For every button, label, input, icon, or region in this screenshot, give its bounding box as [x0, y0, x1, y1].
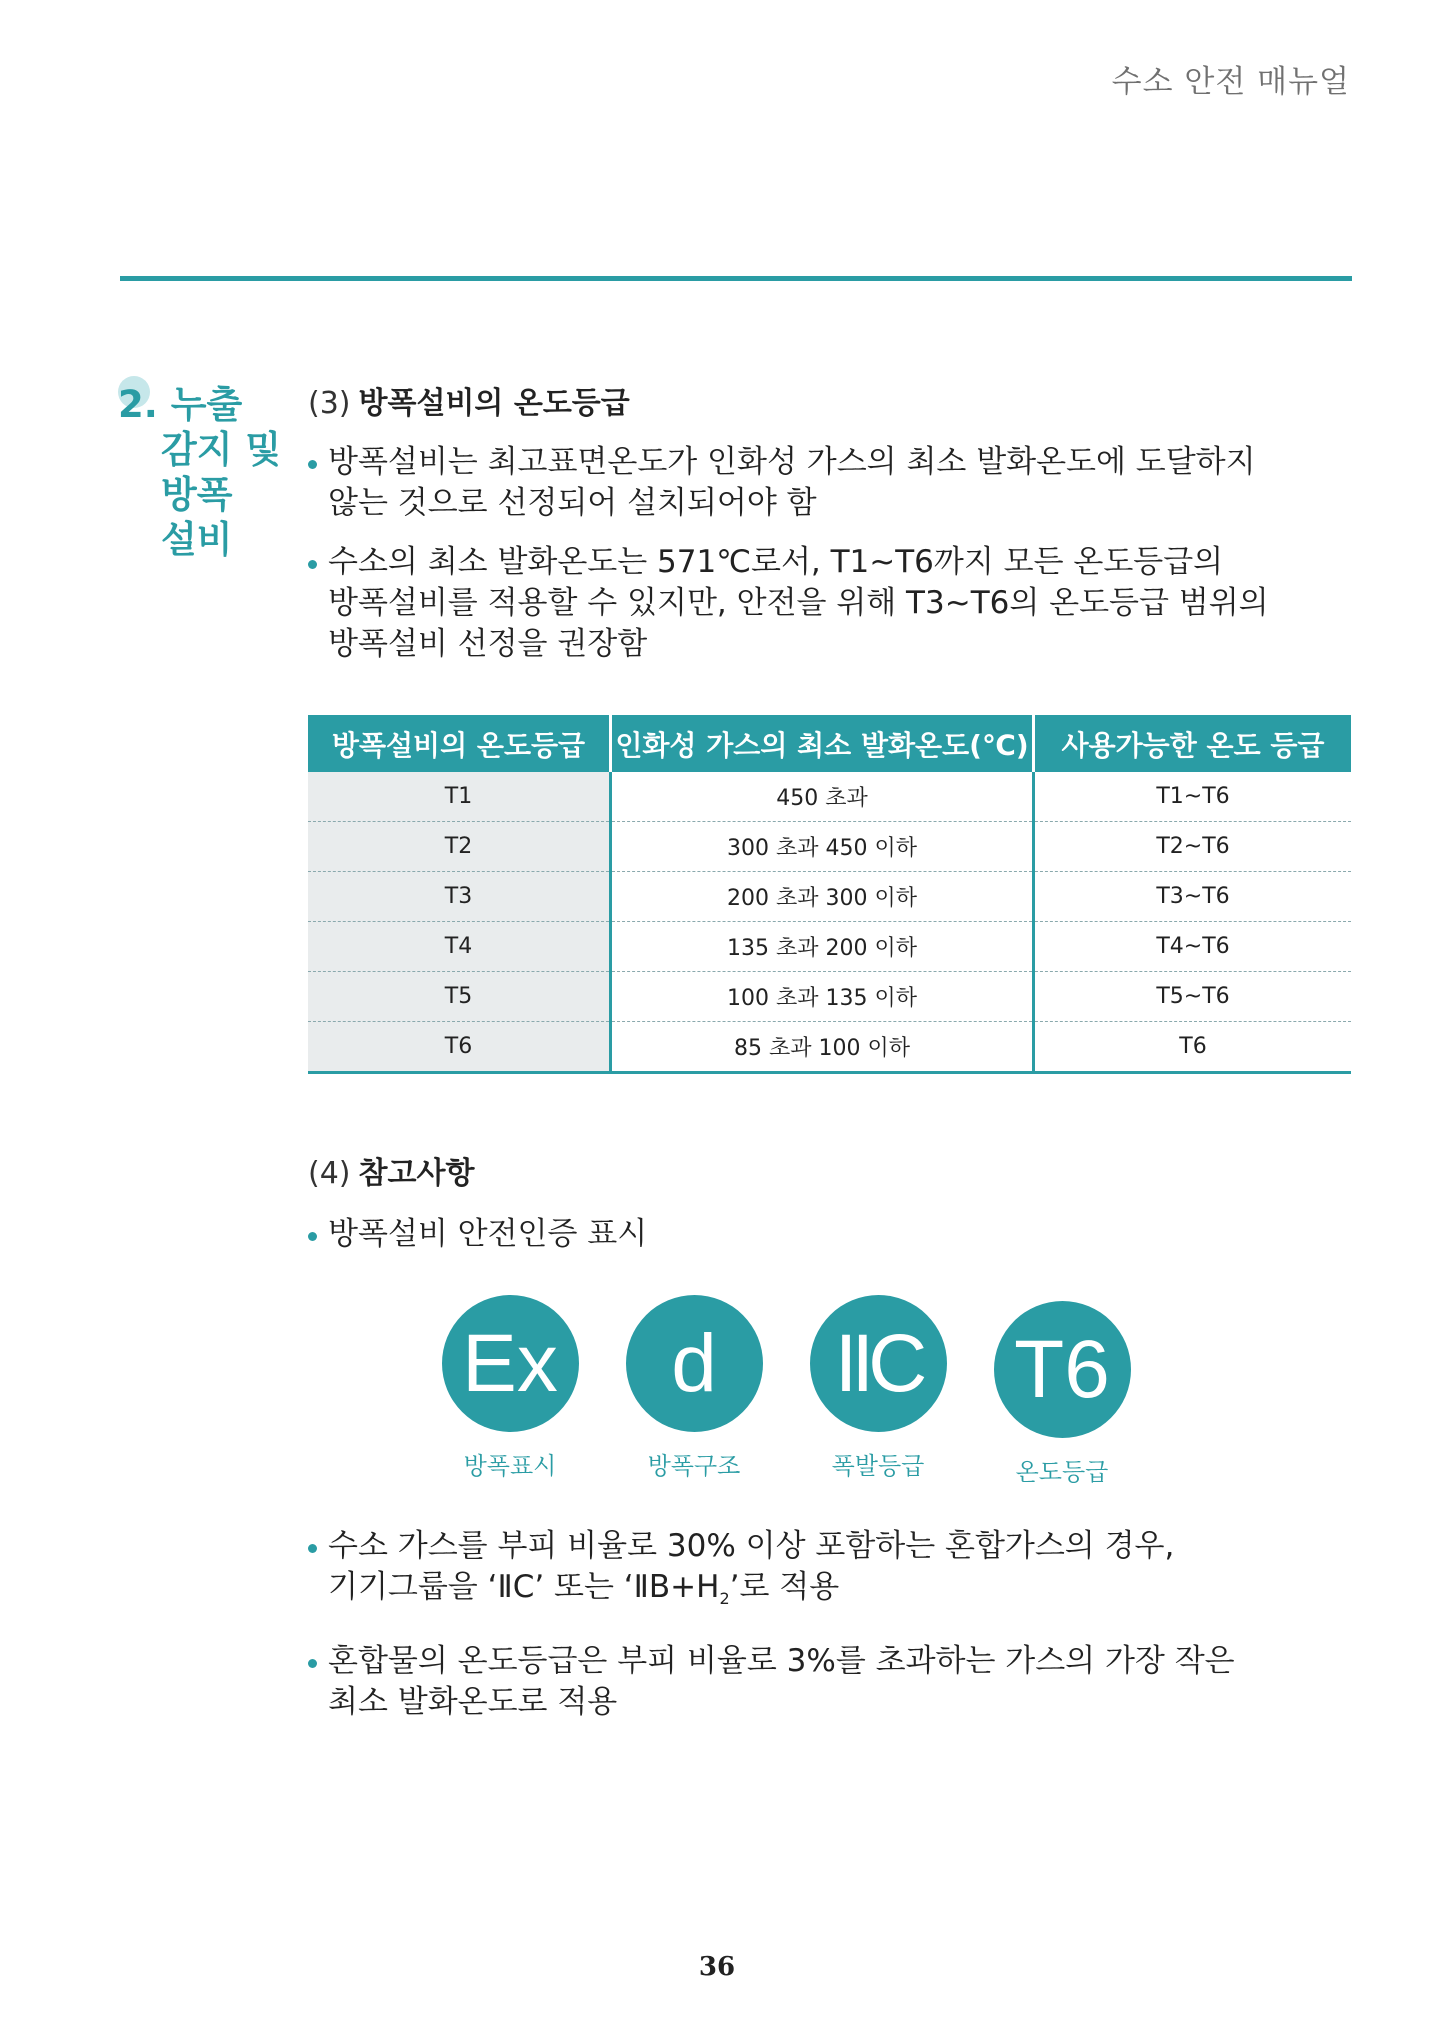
- table-cell: 135 초과 200 이하: [611, 922, 1034, 972]
- temperature-class-table: [308, 715, 1351, 1074]
- bullet-item: [308, 442, 1358, 524]
- badge-temperature-class: [992, 1301, 1132, 1487]
- table-header-cell: 사용가능한 온도 등급: [1034, 715, 1352, 772]
- certification-mark-badges: [440, 1295, 1160, 1486]
- section-4-notes: [308, 1526, 1358, 1723]
- section-4-number: (4): [308, 1156, 351, 1191]
- badge-label: 방폭구조: [647, 1452, 741, 1480]
- section-3: [308, 378, 1358, 665]
- section-side-title: [118, 382, 288, 562]
- table-row: [308, 1022, 1351, 1073]
- badge-explosion-proof-mark: [440, 1295, 580, 1481]
- table-cell: T5~T6: [1034, 972, 1352, 1022]
- section-side-title-line1: 2. 누출: [118, 383, 243, 426]
- table-header-cell: 인화성 가스의 최소 발화온도(℃): [611, 715, 1034, 772]
- table-row: [308, 922, 1351, 972]
- bullet-line: 기기그룹을 ‘ⅡC’ 또는 ‘$ⅡB+H_2$’로 적용: [328, 1569, 840, 1609]
- table-cell: T5: [308, 972, 611, 1022]
- bullet-line: 방폭설비 안전인증 표시: [328, 1216, 648, 1252]
- badge-circle: Ex: [442, 1295, 579, 1432]
- table-cell: T3~T6: [1034, 872, 1352, 922]
- table-cell: 200 초과 300 이하: [611, 872, 1034, 922]
- badge-label: 방폭표시: [463, 1452, 557, 1480]
- bullet-line: 최소 발화온도로 적용: [328, 1684, 618, 1721]
- bullet-line: 혼합물의 온도등급은 부피 비율로 3%를 초과하는 가스의 가장 작은: [328, 1643, 1235, 1680]
- section-3-number: (3): [308, 386, 351, 421]
- section-4: [308, 1148, 1358, 1255]
- section-side-title-line2: 감지 및: [161, 428, 282, 471]
- section-3-title: 방폭설비의 온도등급: [358, 386, 630, 421]
- page-number: 36: [698, 1952, 736, 1982]
- section-4-title: 참고사항: [358, 1156, 475, 1191]
- bullet-item: [308, 542, 1358, 665]
- badge-label: 폭발등급: [831, 1452, 925, 1480]
- table-row: [308, 772, 1351, 822]
- bullet-line: 수소 가스를 부피 비율로 30% 이상 포함하는 혼합가스의 경우,: [328, 1528, 1175, 1564]
- table-cell: T2~T6: [1034, 822, 1352, 872]
- badge-circle: T6: [994, 1301, 1131, 1438]
- table-cell: 450 초과: [611, 772, 1034, 822]
- section-side-title-line3: 방폭: [161, 473, 233, 516]
- table-cell: T6: [1034, 1022, 1352, 1073]
- table-header-row: [308, 715, 1351, 772]
- table-row: [308, 872, 1351, 922]
- table-cell: T6: [308, 1022, 611, 1073]
- table-cell: 300 초과 450 이하: [611, 822, 1034, 872]
- badge-label: 온도등급: [1015, 1458, 1109, 1486]
- table-cell: T4: [308, 922, 611, 972]
- badge-gas-group: [808, 1295, 948, 1481]
- table-header-cell: 방폭설비의 온도등급: [308, 715, 611, 772]
- section-side-title-line4: 설비: [161, 518, 233, 561]
- bullet-line: 않는 것으로 선정되어 설치되어야 함: [328, 485, 817, 521]
- badge-circle: d: [626, 1295, 763, 1432]
- badge-protection-type: [624, 1295, 764, 1481]
- bullet-item: [308, 1214, 1358, 1255]
- bullet-item: [308, 1641, 1358, 1723]
- table-row: [308, 972, 1351, 1022]
- table-row: [308, 822, 1351, 872]
- table-cell: T4~T6: [1034, 922, 1352, 972]
- table-cell: 100 초과 135 이하: [611, 972, 1034, 1022]
- section-3-heading: [308, 378, 1358, 422]
- table-cell: 85 초과 100 이하: [611, 1022, 1034, 1073]
- bullet-item: [308, 1526, 1358, 1619]
- bullet-line: 방폭설비를 적용할 수 있지만, 안전을 위해 T3~T6의 온도등급 범위의: [328, 585, 1269, 621]
- bullet-line: 수소의 최소 발화온도는 571℃로서, T1~T6까지 모든 온도등급의: [328, 544, 1224, 580]
- badge-circle: IIC: [810, 1295, 947, 1432]
- table-cell: T1~T6: [1034, 772, 1352, 822]
- running-header-title: 수소 안전 매뉴얼: [1111, 64, 1350, 100]
- table-cell: T2: [308, 822, 611, 872]
- header-divider: [120, 276, 1352, 281]
- section-4-heading: [308, 1148, 1358, 1192]
- bullet-line: 방폭설비 선정을 권장함: [328, 626, 648, 662]
- bullet-line: 방폭설비는 최고표면온도가 인화성 가스의 최소 발화온도에 도달하지: [328, 444, 1256, 480]
- table-cell: T1: [308, 772, 611, 822]
- table-cell: T3: [308, 872, 611, 922]
